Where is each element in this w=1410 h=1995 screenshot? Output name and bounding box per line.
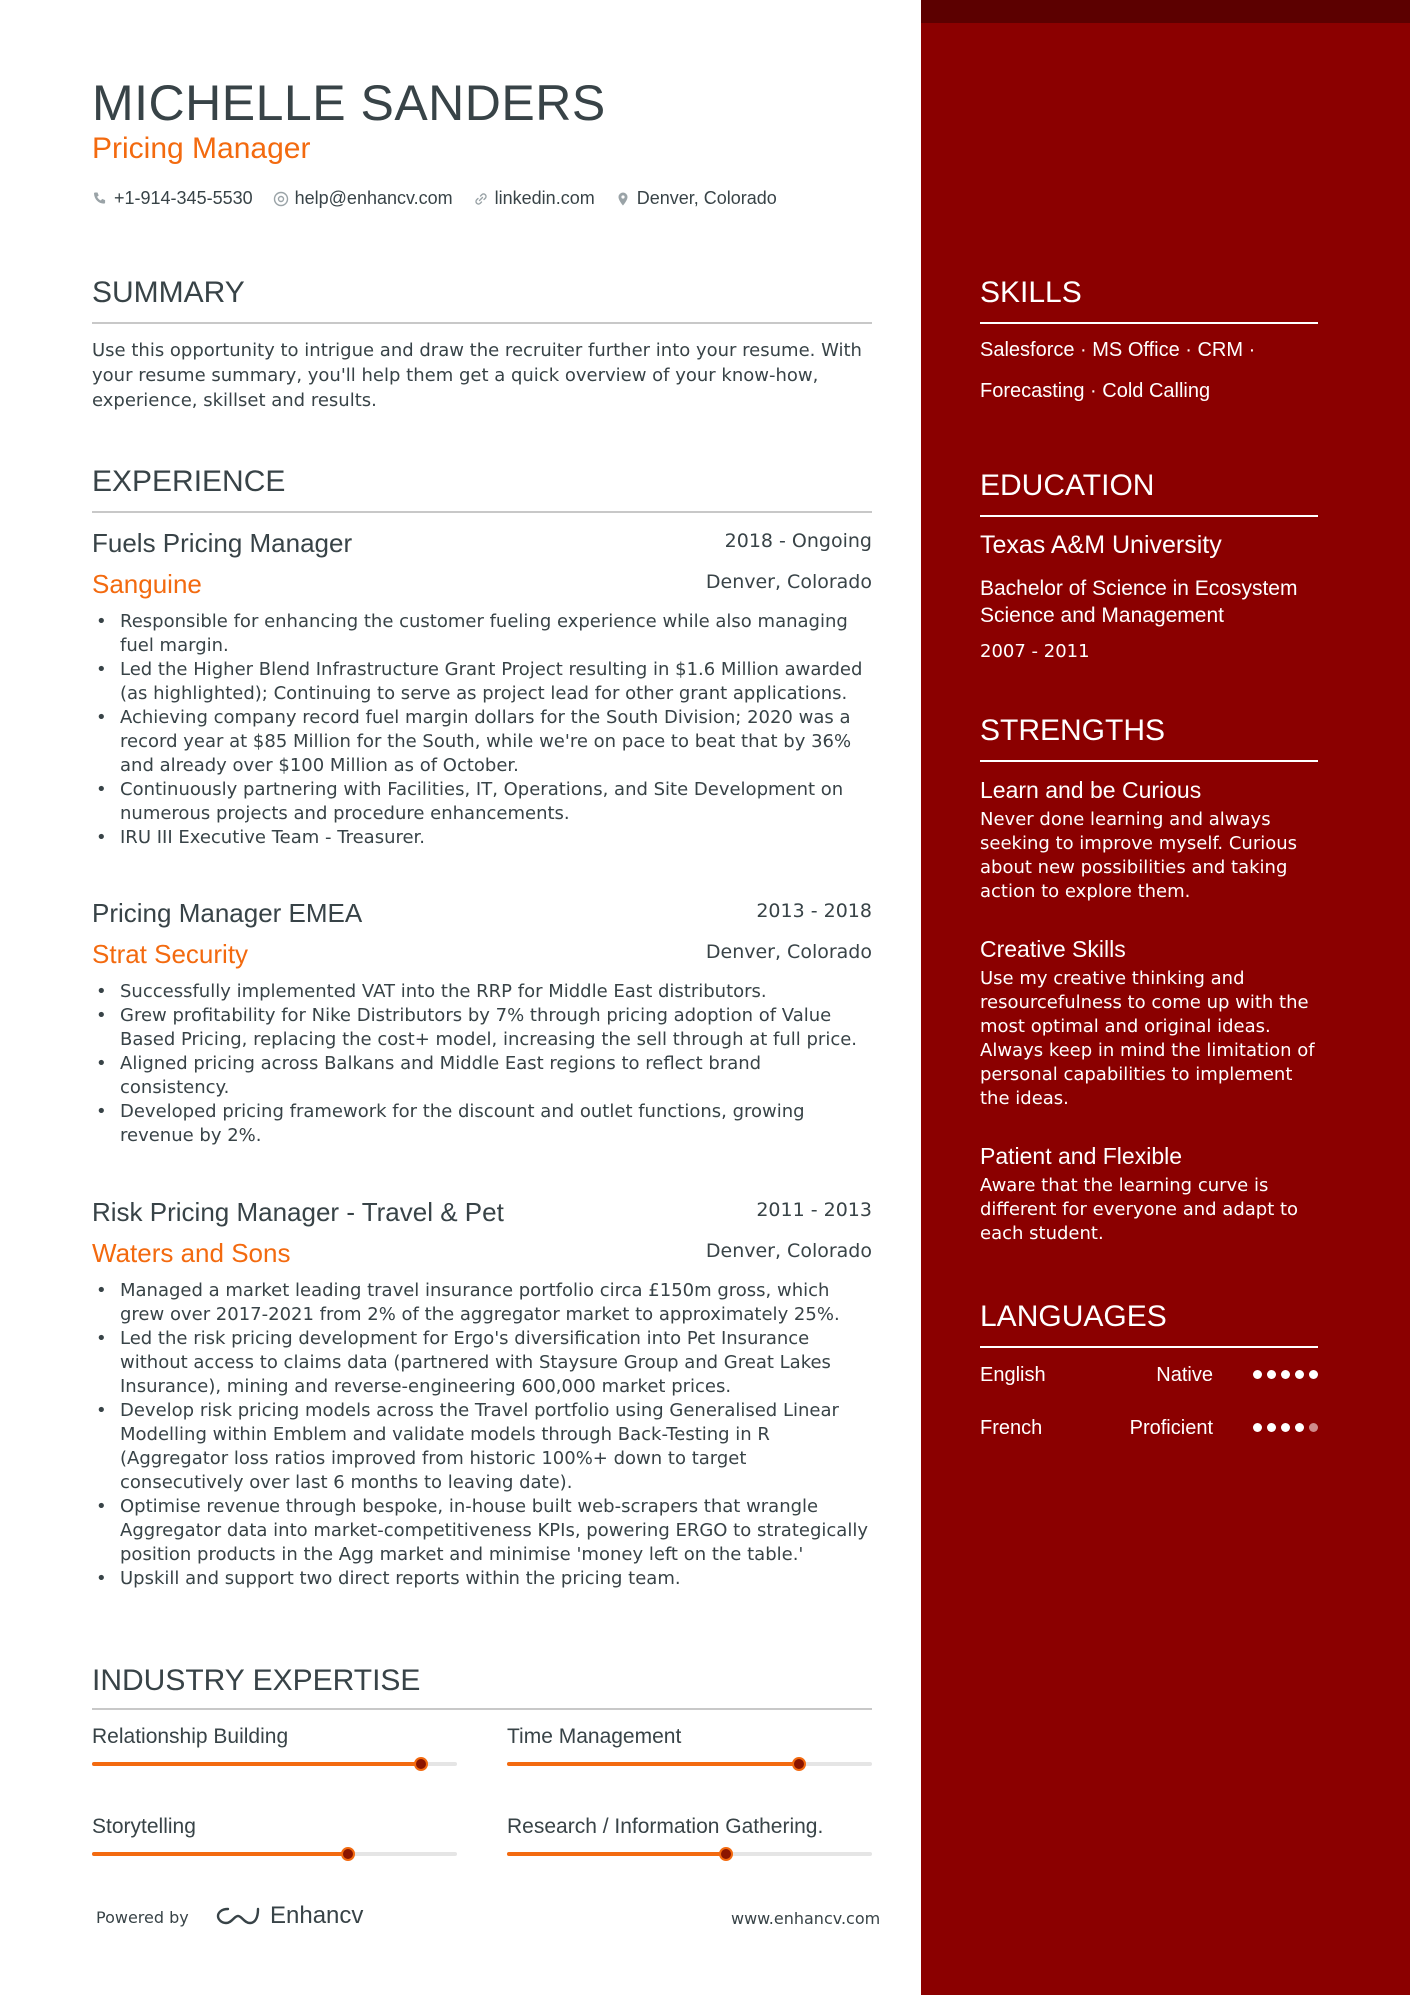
summary-title: SUMMARY: [92, 276, 245, 309]
candidate-name: MICHELLE SANDERS: [92, 75, 606, 131]
strengths-title: STRENGTHS: [980, 714, 1166, 747]
rating-dot-filled: [1267, 1370, 1276, 1379]
phone-text: +1-914-345-5530: [114, 188, 253, 208]
rating-dot-filled: [1281, 1423, 1290, 1432]
rating-dot-filled: [1267, 1423, 1276, 1432]
expertise-fill: [507, 1852, 726, 1856]
job-location: Denver, Colorado: [705, 571, 872, 593]
rating-dot-filled: [1295, 1370, 1304, 1379]
expertise-fill: [507, 1762, 799, 1766]
strength-desc: Aware that the learning curve is different for everyone and adapt to each student.: [980, 1175, 1299, 1244]
rating-dot-filled: [1281, 1370, 1290, 1379]
location-pin-icon: [615, 191, 631, 207]
strength-title: Patient and Flexible: [980, 1143, 1183, 1169]
strength-item: [980, 936, 1318, 1111]
language-rating: [1248, 1423, 1318, 1432]
education-dates: 2007 - 2011: [980, 641, 1090, 662]
rating-dot-filled: [1295, 1423, 1304, 1432]
language-row: [980, 1417, 1318, 1447]
contact-linkedin[interactable]: [473, 188, 595, 209]
language-name: English: [980, 1364, 1046, 1386]
sidebar: [921, 0, 1410, 1995]
enhancv-logo-icon: [214, 1904, 262, 1928]
expertise-divider: [92, 1708, 872, 1710]
strength-item: [980, 777, 1318, 904]
contact-phone[interactable]: [92, 188, 253, 209]
expertise-fill: [92, 1852, 348, 1856]
sidebar-top-band: [921, 0, 1410, 23]
education-degree: Bachelor of Science in Ecosystem Science and Management: [980, 577, 1298, 627]
experience-divider: [92, 511, 872, 513]
expertise-bar: [92, 1852, 457, 1856]
expertise-knob: [792, 1757, 806, 1771]
languages-divider: [980, 1346, 1318, 1348]
job-bullet: • Achieving company record fuel margin dollars for the South Division; 2020 was a record year at $85 Million for the South, while we're on pace to beat that by 36% and already over $100 Million as of October.: [92, 706, 872, 778]
contact-email[interactable]: [273, 188, 453, 209]
job-company: Strat Security: [92, 939, 249, 969]
job-bullet: • Optimise revenue through bespoke, in-house built web-scrapers that wrangle Aggregator data into market-competitiveness KPIs, powering ERGO to strategically position products in the Agg market and minimise 'money left on the table.': [92, 1495, 872, 1567]
job-bullet: • Upskill and support two direct reports within the pricing team.: [92, 1567, 872, 1591]
language-rating: [1248, 1370, 1318, 1379]
job-bullet: • Managed a market leading travel insurance portfolio circa £150m gross, which grew over 2017-2021 from 2% of the aggregator market to approximately 25%.: [92, 1279, 872, 1327]
job-bullet: • Successfully implemented VAT into the RRP for Middle East distributors.: [92, 980, 872, 1004]
at-icon: [273, 191, 289, 207]
rating-dot-filled: [1253, 1370, 1262, 1379]
footer-brand-name: Enhancv: [270, 1902, 364, 1929]
location-text: Denver, Colorado: [636, 188, 777, 208]
expertise-knob: [414, 1757, 428, 1771]
job-company: Waters and Sons: [92, 1238, 291, 1268]
linkedin-text: linkedin.com: [494, 188, 595, 208]
job-bullet: • IRU III Executive Team - Treasurer.: [92, 826, 872, 850]
job-title: Risk Pricing Manager - Travel & Pet: [92, 1197, 504, 1227]
strength-desc: Use my creative thinking and resourcefulness to come up with the most optimal and original ideas. Always keep in mind the limitation of personal capabilities to implement the ideas.: [980, 968, 1315, 1109]
strengths-divider: [980, 760, 1318, 762]
job-title: Fuels Pricing Manager: [92, 528, 353, 558]
expertise-knob: [719, 1847, 733, 1861]
skills-line: Forecasting · Cold Calling: [980, 380, 1211, 402]
expertise-fill: [92, 1762, 421, 1766]
job-bullets: [92, 980, 872, 1148]
job-bullet: • Developed pricing framework for the discount and outlet functions, growing revenue by 2%.: [92, 1100, 872, 1148]
job-title: Pricing Manager EMEA: [92, 898, 363, 928]
rating-dot-empty: [1309, 1423, 1318, 1432]
rating-dot-filled: [1309, 1370, 1318, 1379]
job-bullets: [92, 610, 872, 850]
summary-divider: [92, 322, 872, 324]
job-dates: 2013 - 2018: [756, 900, 872, 922]
strength-desc: Never done learning and always seeking to improve myself. Curious about new possibilities and taking action to explore them.: [980, 809, 1298, 902]
expertise-bar: [92, 1762, 457, 1766]
experience-title: EXPERIENCE: [92, 465, 286, 498]
strength-item: [980, 1143, 1318, 1246]
expertise-label: Storytelling: [92, 1815, 196, 1838]
contact-location: [615, 188, 777, 209]
education-divider: [980, 515, 1318, 517]
expertise-bar: [507, 1852, 872, 1856]
footer-brand-logo[interactable]: [214, 1902, 363, 1930]
footer-url[interactable]: www.enhancv.com: [731, 1909, 881, 1928]
contact-bar: [92, 188, 797, 209]
skills-line: Salesforce · MS Office · CRM ·: [980, 339, 1256, 361]
job-location: Denver, Colorado: [705, 941, 872, 963]
summary-text: Use this opportunity to intrigue and draw the recruiter further into your resume. With your resume summary, you'll help them get a quick overview of your know-how, experience, skillset and results.: [92, 340, 862, 411]
rating-dot-filled: [1253, 1423, 1262, 1432]
job-bullet: • Grew profitability for Nike Distributors by 7% through pricing adoption of Value Based Pricing, replacing the cost+ model, increasing the sell through at full price.: [92, 1004, 872, 1052]
job-bullet: • Led the Higher Blend Infrastructure Grant Project resulting in $1.6 Million awarded (as highlighted); Continuing to serve as project lead for other grant applications.: [92, 658, 872, 706]
job-bullet: • Led the risk pricing development for Ergo's diversification into Pet Insurance without access to claims data (partnered with Staysure Group and Great Lakes Insurance), mining and reverse-engineering 600,000 market prices.: [92, 1327, 872, 1399]
expertise-label: Research / Information Gathering.: [507, 1815, 824, 1838]
languages-title: LANGUAGES: [980, 1300, 1167, 1333]
job-bullets: [92, 1279, 872, 1591]
expertise-bar: [507, 1762, 872, 1766]
expertise-label: Relationship Building: [92, 1725, 289, 1748]
job-bullet: • Develop risk pricing models across the Travel portfolio using Generalised Linear Modelling within Emblem and validate models through Back-Testing in R (Aggregator loss ratios improved from historic 100%+ down to target consecutively over last 6 months to leaving date).: [92, 1399, 872, 1495]
job-bullet: • Continuously partnering with Facilities, IT, Operations, and Site Development on numerous projects and procedure enhancements.: [92, 778, 872, 826]
language-level: Native: [1156, 1364, 1213, 1386]
strength-title: Learn and be Curious: [980, 777, 1202, 803]
email-text: help@enhancv.com: [294, 188, 453, 208]
education-title: EDUCATION: [980, 469, 1155, 502]
job-entry: [92, 1197, 872, 1617]
expertise-title: INDUSTRY EXPERTISE: [92, 1664, 421, 1697]
strength-title: Creative Skills: [980, 936, 1126, 962]
job-location: Denver, Colorado: [705, 1240, 872, 1262]
candidate-role: Pricing Manager: [92, 132, 311, 165]
job-bullet: • Responsible for enhancing the customer fueling experience while also managing fuel margin.: [92, 610, 872, 658]
education-school: Texas A&M University: [980, 531, 1222, 559]
skills-title: SKILLS: [980, 276, 1082, 309]
link-icon: [473, 191, 489, 207]
expertise-knob: [341, 1847, 355, 1861]
phone-icon: [92, 191, 108, 207]
job-entry: [92, 898, 872, 1148]
footer-powered-by: Powered by: [96, 1908, 189, 1927]
skills-divider: [980, 322, 1318, 324]
language-level: Proficient: [1129, 1417, 1213, 1439]
job-entry: [92, 528, 872, 873]
job-dates: 2018 - Ongoing: [724, 530, 872, 552]
language-name: French: [980, 1417, 1043, 1439]
expertise-label: Time Management: [507, 1725, 682, 1748]
language-row: [980, 1364, 1318, 1394]
job-company: Sanguine: [92, 569, 202, 599]
job-bullet: • Aligned pricing across Balkans and Middle East regions to reflect brand consistency.: [92, 1052, 872, 1100]
job-dates: 2011 - 2013: [756, 1199, 872, 1221]
